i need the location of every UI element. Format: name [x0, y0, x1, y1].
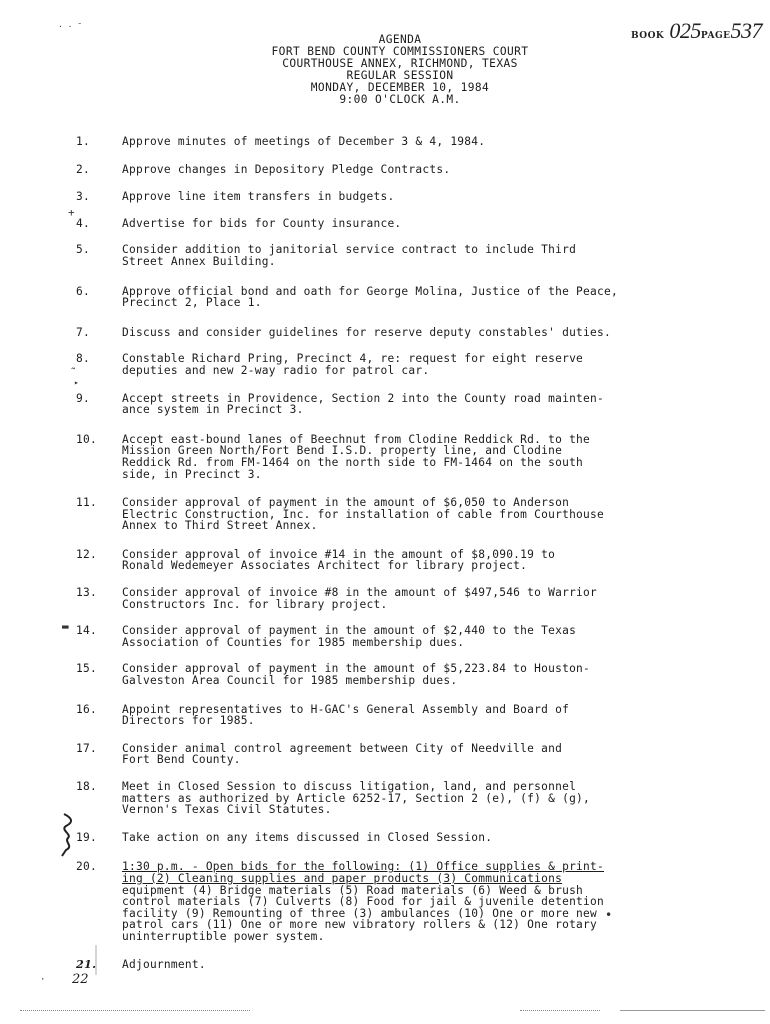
agenda-item-text — [122, 191, 766, 203]
agenda-item-line: Take action on any items discussed in Closed Session. — [122, 830, 493, 844]
agenda-item-line: Consider approval of invoice #14 in the amount of $8,090.19 to — [122, 547, 556, 561]
agenda-item — [76, 497, 766, 532]
agenda-item-text — [122, 286, 766, 309]
agenda-item-line: Precinct 2, Place 1. — [122, 296, 262, 310]
agenda-item-text — [122, 434, 766, 480]
agenda-item-number: 5. — [76, 243, 90, 257]
agenda-item-line: Advertise for bids for County insurance. — [122, 216, 402, 230]
agenda-item-line: Consider approval of payment in the amount of $5,223.84 to Houston- — [122, 662, 591, 676]
agenda-item — [76, 327, 766, 339]
adjournment-text: Adjournment. — [122, 957, 206, 971]
agenda-item-line: Approve line item transfers in budgets. — [122, 190, 395, 204]
agenda-item — [76, 218, 766, 230]
agenda-item-line: Consider approval of payment in the amount of $6,050 to Anderson — [122, 496, 570, 510]
agenda-item — [76, 286, 766, 309]
agenda-item — [76, 587, 766, 610]
agenda-item-text — [122, 781, 766, 816]
agenda-item-line: Meet in Closed Session to discuss litigation, land, and personnel — [122, 780, 577, 793]
agenda-item — [76, 743, 766, 766]
agenda-item-line: Consider animal control agreement between City of Needville and — [122, 741, 563, 755]
agenda-item-text — [122, 625, 766, 648]
agenda-item — [76, 832, 766, 844]
agenda-item-line: patrol cars (11) One or more new vibratory rollers & (12) One rotary — [122, 918, 598, 932]
agenda-item-line: Appoint representatives to H-GAC's General Assembly and Board of — [122, 702, 570, 716]
book-label: BOOK — [630, 31, 665, 41]
agenda-item-text — [122, 549, 766, 572]
agenda-item-line: ing (2) Cleaning supplies and paper products (3) Communications — [122, 871, 563, 885]
agenda-item — [76, 549, 766, 572]
agenda-item-number: 19. — [76, 830, 97, 844]
agenda-item-text — [122, 832, 766, 844]
scan-bottom-edge — [20, 1010, 250, 1012]
agenda-item — [76, 781, 766, 816]
agenda-item-line: side, in Precinct 3. — [122, 467, 262, 481]
agenda-item-line: Discuss and consider guidelines for reserve deputy constables' duties. — [122, 325, 611, 339]
agenda-item-number: 9. — [76, 391, 90, 405]
agenda-item-line: control materials (7) Culverts (8) Food for jail & juvenile detention — [122, 895, 604, 909]
agenda-header — [0, 34, 770, 106]
agenda-item-number: 1. — [76, 135, 90, 148]
book-number: 025 — [669, 18, 701, 43]
agenda-item — [76, 136, 766, 148]
scan-dot: · — [40, 975, 46, 985]
agenda-item — [76, 353, 766, 376]
agenda-item-number: 18. — [76, 780, 97, 793]
agenda-item-line: Approve changes in Depository Pledge Contracts. — [122, 162, 451, 176]
agenda-item — [76, 164, 766, 176]
agenda-item-line: Mission Green North/Fort Bend I.S.D. property line, and Clodine — [122, 444, 563, 458]
agenda-item-number: 13. — [76, 586, 97, 600]
agenda-item-text — [122, 353, 766, 376]
header-court: FORT BEND COUNTY COMMISSIONERS COURT — [271, 45, 529, 58]
agenda-item-text — [122, 327, 766, 339]
agenda-item-text — [122, 497, 766, 532]
scan-bottom-edge — [520, 1010, 600, 1012]
agenda-item-number: 11. — [76, 496, 97, 510]
margin-dash-mark: ˜ — [70, 366, 77, 379]
agenda-item-number: 8. — [76, 352, 90, 366]
agenda-item-adjournment — [76, 956, 766, 971]
margin-bar-mark: ▬ — [62, 620, 69, 633]
agenda-item-line: Accept east-bound lanes of Beechnut from Clodine Reddick Rd. to the — [122, 432, 591, 446]
agenda-item-number: 12. — [76, 547, 97, 561]
agenda-item-line: Street Annex Building. — [122, 254, 276, 268]
agenda-item-number: 3. — [76, 190, 90, 204]
agenda-item — [76, 861, 766, 942]
agenda-item-line: Approve official bond and oath for George Molina, Justice of the Peace, — [122, 284, 618, 298]
header-location: COURTHOUSE ANNEX, RICHMOND, TEXAS — [282, 57, 518, 70]
scan-dot: • — [605, 908, 613, 922]
agenda-item-text — [122, 663, 766, 686]
agenda-item-text — [122, 244, 766, 267]
agenda-item-line: Association of Counties for 1985 membership dues. — [122, 635, 465, 649]
agenda-item-line: Annex to Third Street Annex. — [122, 519, 318, 533]
agenda-item-line: deputies and new 2-way radio for patrol car. — [122, 363, 430, 377]
agenda-item — [76, 191, 766, 203]
agenda-item — [76, 244, 766, 267]
agenda-item-number: 17. — [76, 741, 97, 755]
scan-bottom-edge — [620, 1010, 765, 1012]
header-time: 9:00 O'CLOCK A.M. — [339, 93, 461, 106]
agenda-item-line: Directors for 1985. — [122, 714, 255, 728]
agenda-item-text — [122, 164, 766, 176]
agenda-item-text — [122, 743, 766, 766]
scan-vertical-line — [92, 945, 100, 995]
agenda-item-number: 15. — [76, 662, 97, 676]
agenda-item — [76, 663, 766, 686]
agenda-item-line: uninterruptible power system. — [122, 929, 325, 943]
agenda-item-text — [122, 861, 766, 942]
agenda-item-line: Constable Richard Pring, Precinct 4, re: request for eight reserve — [122, 352, 584, 366]
agenda-item-number: 4. — [76, 216, 90, 230]
handwritten-bracket-icon — [58, 812, 80, 858]
agenda-item-line: Approve minutes of meetings of December 3 & 4, 1984. — [122, 135, 486, 148]
agenda-item-line: Constructors Inc. for library project. — [122, 597, 388, 611]
agenda-item — [76, 393, 766, 416]
handwritten-renumber: 22 — [72, 972, 89, 988]
agenda-item-line: equipment (4) Bridge materials (5) Road materials (6) Weed & brush — [122, 883, 584, 897]
agenda-item-line: 1:30 p.m. - Open bids for the following: (1) Office supplies & print- — [122, 860, 604, 874]
agenda-item-text — [122, 218, 766, 230]
agenda-item-number: 6. — [76, 284, 90, 298]
agenda-item-line: Vernon's Texas Civil Statutes. — [122, 803, 332, 817]
page-label: PAGE — [700, 31, 731, 41]
agenda-item-line: facility (9) Remounting of three (3) ambulances (10) One or more new — [122, 906, 598, 920]
agenda-item-line: Galveston Area Council for 1985 membership dues. — [122, 674, 458, 688]
header-title: AGENDA — [378, 33, 422, 46]
header-session: REGULAR SESSION — [346, 69, 454, 82]
agenda-item — [76, 434, 766, 480]
agenda-item-line: Accept streets in Providence, Section 2 into the County road mainten- — [122, 391, 604, 405]
agenda-item-number: 16. — [76, 702, 97, 716]
agenda-item-number: 2. — [76, 162, 90, 176]
agenda-item-line: Consider addition to janitorial service contract to include Third — [122, 243, 577, 257]
margin-tick-mark: + — [68, 206, 75, 219]
agenda-item-text — [122, 393, 766, 416]
adjournment-number: 21. — [76, 956, 97, 971]
agenda-item-text — [122, 587, 766, 610]
agenda-item-line: Electric Construction, Inc. for installation of cable from Courthouse — [122, 507, 604, 521]
agenda-item — [76, 625, 766, 648]
agenda-item-line: matters as authorized by Article 6252-17, Section 2 (e), (f) & (g), — [122, 791, 591, 805]
page-number: 537 — [730, 18, 762, 43]
agenda-item-line: ance system in Precinct 3. — [122, 403, 304, 417]
agenda-item-line: Ronald Wedemeyer Associates Architect for library project. — [122, 559, 528, 573]
scan-speck: · · ˉ — [58, 22, 83, 31]
agenda-item-text — [122, 704, 766, 727]
agenda-item-number: 14. — [76, 624, 97, 638]
agenda-item — [76, 704, 766, 727]
agenda-item-line: Consider approval of invoice #8 in the amount of $497,546 to Warrior — [122, 586, 598, 600]
agenda-item-line: Fort Bend County. — [122, 753, 241, 767]
header-date: MONDAY, DECEMBER 10, 1984 — [310, 81, 490, 94]
agenda-item-number: 7. — [76, 325, 90, 339]
agenda-item-line: Consider approval of payment in the amount of $2,440 to the Texas — [122, 624, 577, 638]
agenda-items — [72, 135, 766, 988]
margin-dot-mark: ▸ — [74, 378, 79, 387]
agenda-item-line: Reddick Rd. from FM-1464 on the north side to FM-1464 on the south — [122, 455, 584, 469]
agenda-item-text — [122, 136, 766, 148]
agenda-item-number: 20. — [76, 860, 97, 874]
agenda-item-number: 10. — [76, 432, 97, 446]
